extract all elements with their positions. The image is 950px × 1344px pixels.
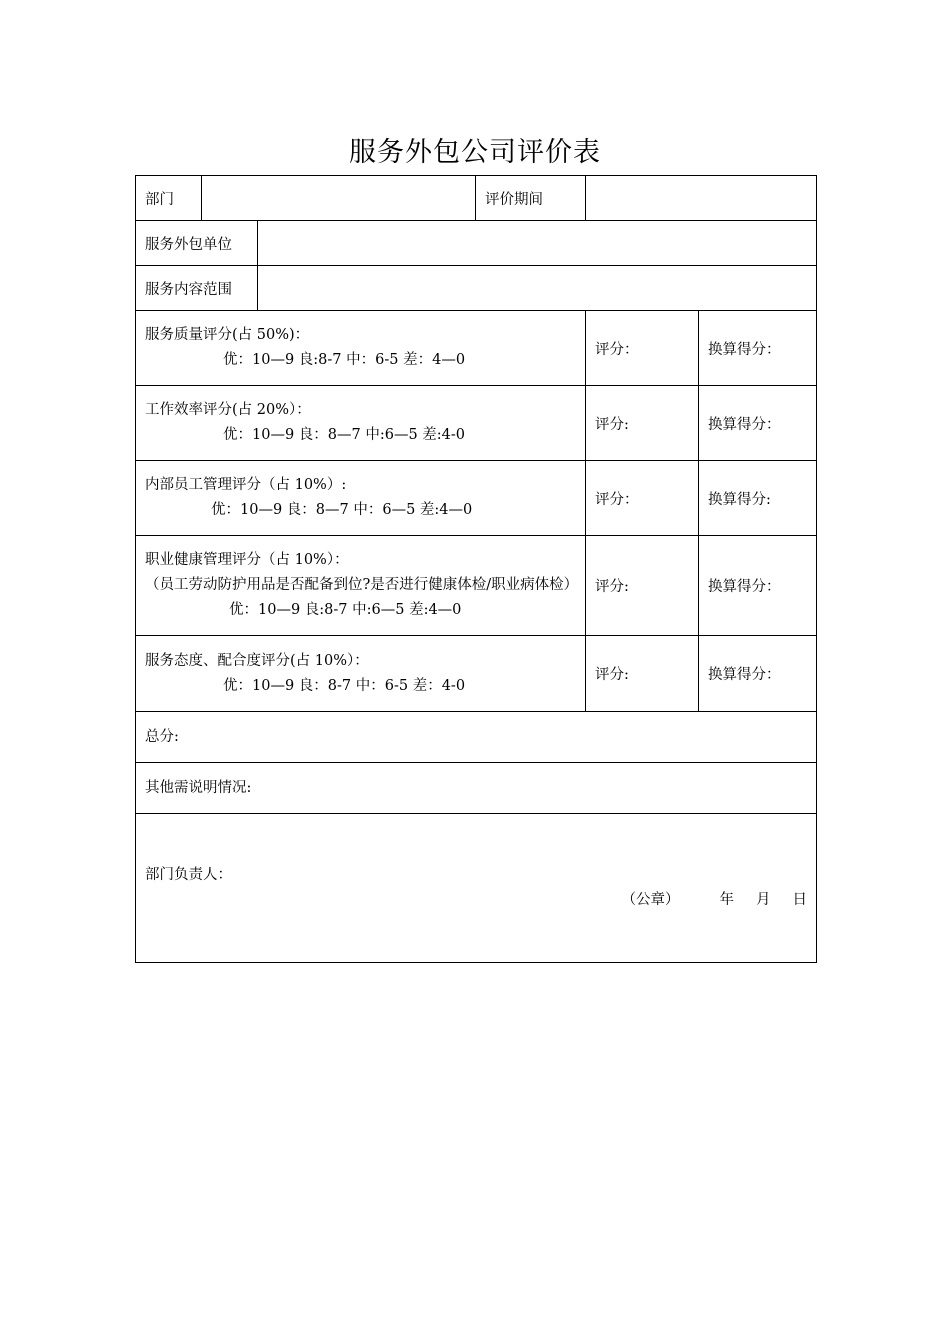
criterion-desc	[136, 536, 586, 636]
vendor-field[interactable]	[258, 221, 817, 266]
criterion-grades: 优：10—9 良：8-7 中：6-5 差：4-0	[223, 677, 466, 694]
remarks-cell[interactable]	[136, 763, 817, 814]
converted-score-label: 换算得分：	[708, 579, 781, 595]
converted-score-cell[interactable]	[699, 536, 817, 636]
criterion-row	[136, 461, 817, 536]
converted-score-label: 换算得分：	[708, 416, 781, 433]
criterion-heading: 服务态度、配合度评分(占 10%）：	[145, 652, 369, 669]
criterion-desc	[136, 461, 586, 536]
criterion-heading: 服务质量评分(占 50%)：	[145, 327, 310, 343]
row-signoff	[136, 814, 817, 963]
criterion-desc	[136, 386, 586, 461]
score-label: 评分:	[595, 416, 629, 433]
seal-date-line	[145, 888, 807, 913]
remarks-label: 其他需说明情况:	[145, 779, 252, 796]
criterion-row	[136, 636, 817, 712]
converted-score-cell[interactable]	[699, 636, 817, 712]
score-label: 评分：	[595, 491, 639, 508]
criterion-row	[136, 536, 817, 636]
criterion-desc	[136, 636, 586, 712]
dept-label: 部门	[136, 176, 202, 221]
criterion-grades: 优：10—9 良:8-7 中:6—5 差:4—0	[229, 602, 462, 618]
row-dept-period	[136, 176, 817, 221]
score-cell[interactable]	[586, 461, 699, 536]
converted-score-cell[interactable]	[699, 386, 817, 461]
score-cell[interactable]	[586, 636, 699, 712]
criterion-heading: 职业健康管理评分（占 10%）：	[145, 552, 349, 568]
total-label: 总分:	[145, 728, 179, 745]
criterion-heading: 内部员工管理评分（占 10%）:	[145, 477, 347, 493]
scope-field[interactable]	[258, 266, 817, 311]
month-label: 月	[756, 892, 771, 908]
criterion-note: （员工劳动防护用品是否配备到位?是否进行健康体检/职业病体检）	[145, 577, 579, 593]
criterion-heading: 工作效率评分(占 20%）：	[145, 402, 311, 418]
score-label: 评分:	[595, 579, 629, 595]
score-label: 评分:	[595, 667, 629, 683]
score-label: 评分：	[595, 341, 639, 358]
total-cell[interactable]	[136, 712, 817, 763]
score-cell[interactable]	[586, 536, 699, 636]
converted-score-label: 换算得分：	[708, 341, 781, 358]
converted-score-cell[interactable]	[699, 311, 817, 386]
score-cell[interactable]	[586, 311, 699, 386]
evaluation-form	[135, 175, 817, 963]
converted-score-cell[interactable]	[699, 461, 817, 536]
criterion-row	[136, 311, 817, 386]
period-label: 评价期间	[476, 176, 586, 221]
scope-label: 服务内容范围	[136, 266, 258, 311]
criterion-grades: 优：10—9 良：8—7 中:6—5 差:4-0	[223, 427, 466, 443]
score-cell[interactable]	[586, 386, 699, 461]
dept-head-label: 部门负责人：	[145, 867, 232, 883]
row-remarks	[136, 763, 817, 814]
day-label: 日	[792, 892, 807, 908]
signoff-cell[interactable]	[136, 814, 817, 963]
period-field[interactable]	[586, 176, 817, 221]
converted-score-label: 换算得分：	[708, 667, 781, 683]
page-title: 服务外包公司评价表	[349, 137, 601, 168]
criterion-row	[136, 386, 817, 461]
row-vendor	[136, 221, 817, 266]
year-label: 年	[719, 892, 734, 908]
seal-label: （公章）	[621, 892, 680, 908]
criterion-grades: 优：10—9 良:8-7 中：6-5 差：4—0	[223, 352, 466, 368]
row-total	[136, 712, 817, 763]
criterion-desc	[136, 311, 586, 386]
dept-field[interactable]	[202, 176, 476, 221]
criterion-grades: 优：10—9 良：8—7 中：6—5 差:4—0	[211, 502, 473, 518]
vendor-label: 服务外包单位	[136, 221, 258, 266]
row-scope	[136, 266, 817, 311]
converted-score-label: 换算得分:	[708, 491, 771, 508]
